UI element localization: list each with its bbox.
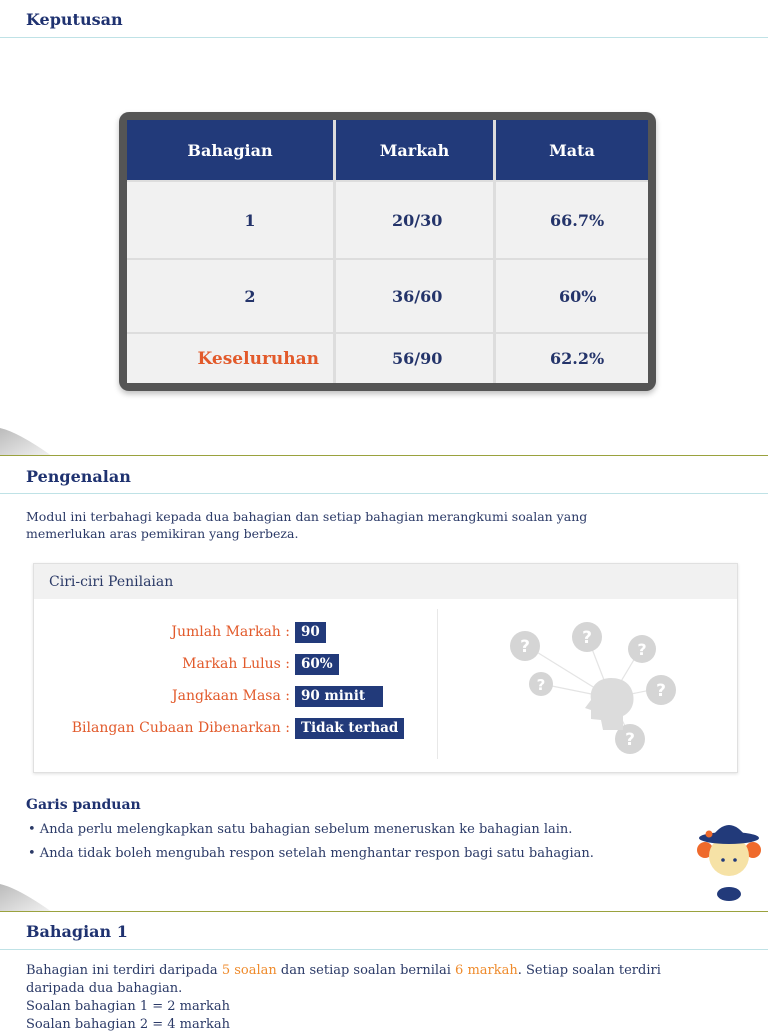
row2-marks: 36/60 [336, 260, 493, 332]
criteria-label: Jangkaan Masa : [172, 688, 290, 704]
part1-title: Bahagian 1 [26, 922, 128, 941]
row1-points: 66.7% [496, 182, 648, 258]
criteria-label: Bilangan Cubaan Dibenarkan : [71, 720, 290, 736]
criteria-value: 90 minit [295, 686, 383, 707]
criteria-title: Ciri-ciri Penilaian [49, 574, 174, 590]
results-title: Keputusan [26, 10, 123, 29]
part1-text: Bahagian ini terdiri daripada [26, 963, 222, 978]
mascot-girl-icon [693, 816, 765, 906]
criteria-divider [437, 609, 438, 759]
results-section [0, 0, 768, 456]
svg-text:?: ? [656, 681, 666, 701]
intro-text: Modul ini terbahagi kepada dua bahagian dan setiap bahagian merangkumi soalan yang memerlukan aras pemikiran yang berbeza. [26, 509, 588, 541]
svg-text:?: ? [625, 730, 635, 750]
criteria-row-time [34, 686, 290, 708]
criteria-header [34, 564, 737, 599]
intro-section [0, 456, 768, 912]
total-points: 62.2% [496, 334, 648, 383]
part1-description [26, 962, 716, 1034]
intro-title: Pengenalan [26, 467, 131, 486]
part1-text: dan setiap soalan bernilai [276, 963, 456, 978]
part1-line: Soalan bahagian 1 = 2 markah [26, 999, 230, 1014]
criteria-value: 60% [295, 654, 339, 675]
criteria-label: Jumlah Markah : [171, 624, 290, 640]
total-label: Keseluruhan [127, 334, 333, 383]
results-table [127, 120, 648, 383]
question-count: 5 soalan [221, 963, 277, 978]
svg-text:?: ? [637, 640, 647, 659]
results-header [0, 0, 768, 38]
col-header-points: Mata [496, 120, 648, 180]
criteria-row-total [34, 622, 290, 644]
marks-per-question: 6 markah [455, 963, 518, 978]
criteria-row-pass [34, 654, 290, 676]
part1-line: Soalan bahagian 2 = 4 markah [26, 1017, 230, 1032]
guidelines-title: Garis panduan [26, 797, 141, 813]
row2-points: 60% [496, 260, 648, 332]
criteria-panel [33, 563, 738, 773]
part1-text: . Setiap soalan terdiri daripada dua bahagian. [26, 963, 661, 996]
guideline-item: • Anda perlu melengkapkan satu bahagian sebelum meneruskan ke bahagian lain. [28, 822, 573, 837]
row2-section: 2 [127, 260, 333, 332]
page-curl-icon [0, 880, 60, 912]
guideline-item: • Anda tidak boleh mengubah respon setelah menghantar respon bagi satu bahagian. [28, 846, 594, 861]
svg-text:?: ? [520, 637, 530, 657]
row1-section: 1 [127, 182, 333, 258]
page-curl-icon [0, 424, 60, 456]
results-table-frame [119, 112, 656, 391]
criteria-row-attempts [34, 718, 290, 740]
svg-text:?: ? [582, 628, 592, 648]
col-header-marks: Markah [336, 120, 493, 180]
part1-section [0, 912, 768, 1032]
criteria-label: Markah Lulus : [182, 656, 290, 672]
row1-marks: 20/30 [336, 182, 493, 258]
criteria-value: 90 [295, 622, 326, 643]
intro-header [0, 456, 768, 494]
total-marks: 56/90 [336, 334, 493, 383]
part1-header [0, 912, 768, 950]
criteria-value: Tidak terhad [295, 718, 404, 739]
svg-text:?: ? [536, 676, 546, 694]
thinking-illustration [499, 616, 689, 756]
col-header-section: Bahagian [127, 120, 333, 180]
